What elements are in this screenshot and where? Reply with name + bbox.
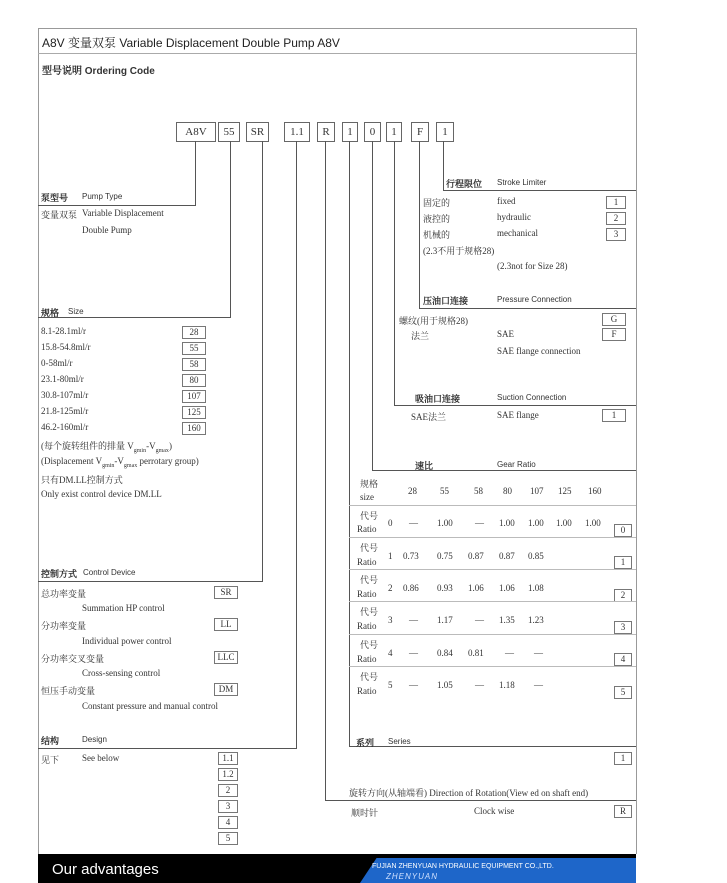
- control-item-en: Constant pressure and manual control: [82, 701, 218, 711]
- gear-value: —: [409, 680, 418, 690]
- gear-value: 1.06: [468, 583, 484, 593]
- pump-type-label-cn: 泵型号: [41, 193, 69, 203]
- connector-design-v: [296, 141, 297, 749]
- gear-row-code: 5: [388, 680, 393, 690]
- connector-stroke-v: [443, 141, 444, 191]
- gear-row-cn: 代号: [360, 511, 379, 521]
- connector-series-h: [349, 746, 636, 747]
- gear-row-en: Ratio: [357, 654, 377, 664]
- connector-suction-v: [394, 141, 395, 406]
- size-note2-en: Only exist control device DM.LL: [41, 489, 162, 499]
- stroke-note-en: (2.3not for Size 28): [497, 261, 568, 271]
- code-cell: 1: [436, 122, 454, 142]
- size-code: 55: [182, 342, 206, 355]
- stroke-label-en: Stroke Limiter: [497, 178, 547, 187]
- gear-value: 0.93: [437, 583, 453, 593]
- size-range: 46.2-160ml/r: [41, 422, 89, 432]
- control-item-cn: 分功率交叉变量: [41, 654, 105, 664]
- series-label-en: Series: [388, 737, 411, 746]
- code-cell: F: [411, 122, 429, 142]
- rotation-label: 旋转方向(从轴端看) Direction of Rotation(View ed on shaft end): [349, 788, 589, 798]
- design-desc-cn: 见下: [41, 755, 60, 765]
- code-cell: R: [317, 122, 335, 142]
- connector-pressure-v: [419, 141, 420, 309]
- control-code: SR: [214, 586, 238, 599]
- pressure-code: G: [602, 313, 626, 326]
- gear-row-en: Ratio: [357, 686, 377, 696]
- design-desc-en: See below: [82, 753, 120, 763]
- size-range: 30.8-107ml/r: [41, 390, 89, 400]
- size-range: 15.8-54.8ml/r: [41, 342, 91, 352]
- gear-value: 0.87: [499, 551, 515, 561]
- gear-value: 1.00: [585, 518, 601, 528]
- brand-name: ZHENYUAN: [386, 872, 439, 881]
- gear-row-divider: [349, 634, 636, 635]
- code-cell: 55: [218, 122, 240, 142]
- gear-row-cn: 代号: [360, 543, 379, 553]
- size-note-en: (Displacement $V_{gmin}-V_{gmax}$ perrotary group): [41, 456, 199, 469]
- gear-row-cn: 代号: [360, 672, 379, 682]
- suction-cn: SAE法兰: [411, 412, 447, 422]
- code-cell: 1: [386, 122, 402, 142]
- connector-control-h: [38, 581, 263, 582]
- pump-type-desc-en: Variable Displacement: [82, 208, 164, 218]
- gear-value: 0.85: [528, 551, 544, 561]
- control-code: LL: [214, 618, 238, 631]
- pressure-item-cn: 螺纹(用于规格28): [399, 316, 468, 326]
- gear-value: 1.08: [528, 583, 544, 593]
- gear-value: 0.86: [403, 583, 419, 593]
- gear-value: 1.35: [499, 615, 515, 625]
- rotation-code: R: [614, 805, 632, 818]
- rotation-en: Clock wise: [474, 806, 515, 816]
- stroke-label-cn: 行程限位: [446, 179, 483, 189]
- pump-type-label-en: Pump Type: [82, 192, 123, 201]
- gear-value: 1.18: [499, 680, 515, 690]
- gear-size: 58: [474, 486, 483, 496]
- control-item-cn: 恒压手动变量: [41, 686, 96, 696]
- pressure-label-en: Pressure Connection: [497, 295, 572, 304]
- pressure-item-cn: 法兰: [411, 331, 430, 341]
- gear-label-cn: 速比: [415, 461, 434, 471]
- control-item-en: Cross-sensing control: [82, 668, 161, 678]
- gear-row-en: Ratio: [357, 589, 377, 599]
- connector-rotation-v: [325, 141, 326, 801]
- pressure-code: F: [602, 328, 626, 341]
- pressure-item-en: SAE: [497, 329, 515, 339]
- design-label-cn: 结构: [41, 736, 60, 746]
- page-title: A8V 变量双泵 Variable Displacement Double Pump A8V: [42, 36, 340, 50]
- connector-stroke-h: [443, 190, 636, 191]
- size-code: 125: [182, 406, 206, 419]
- pump-type-desc-en2: Double Pump: [82, 225, 132, 235]
- gear-value: —: [409, 648, 418, 658]
- size-note-cn: (每个旋转组件的排量 $V_{gmin}-V_{gmax}$): [41, 441, 172, 454]
- gear-row-divider: [349, 666, 636, 667]
- gear-value: 1.00: [528, 518, 544, 528]
- control-code: LLC: [214, 651, 238, 664]
- control-item-en: Summation HP control: [82, 603, 165, 613]
- suction-label-cn: 吸油口连接: [415, 394, 461, 404]
- design-code: 2: [218, 784, 238, 797]
- gear-value: 1.23: [528, 615, 544, 625]
- gear-row-cn: 代号: [360, 607, 379, 617]
- gear-value: —: [534, 648, 543, 658]
- code-cell: 1: [342, 122, 358, 142]
- suction-en: SAE flange: [497, 410, 539, 420]
- stroke-item-en: fixed: [497, 196, 516, 206]
- size-label-en: Size: [68, 307, 84, 316]
- suction-code: 1: [602, 409, 626, 422]
- connector-gear-v: [372, 141, 373, 471]
- gear-value: 1.06: [499, 583, 515, 593]
- gear-size: 55: [440, 486, 449, 496]
- suction-label-en: Suction Connection: [497, 393, 567, 402]
- connector-suction-h: [394, 405, 636, 406]
- rotation-cn: 顺时针: [351, 808, 379, 818]
- frame-right: [636, 28, 637, 854]
- gear-value: —: [475, 680, 484, 690]
- design-code: 5: [218, 832, 238, 845]
- gear-value: 1.17: [437, 615, 453, 625]
- stroke-item-en: hydraulic: [497, 212, 531, 222]
- gear-code-box: 1: [614, 556, 632, 569]
- stroke-code: 1: [606, 196, 626, 209]
- stroke-item-cn: 液控的: [423, 214, 451, 224]
- gear-row-code: 0: [388, 518, 393, 528]
- gear-value: —: [505, 648, 514, 658]
- control-code: DM: [214, 683, 238, 696]
- gear-value: 1.00: [437, 518, 453, 528]
- control-item-en: Individual power control: [82, 636, 172, 646]
- advantages-heading: Our advantages: [52, 861, 159, 878]
- size-label-cn: 规格: [41, 308, 60, 318]
- company-name: FUJIAN ZHENYUAN HYDRAULIC EQUIPMENT CO.,LTD.: [372, 863, 554, 870]
- gear-row-en: Ratio: [357, 524, 377, 534]
- gear-row-code: 4: [388, 648, 393, 658]
- gear-row-divider: [349, 537, 636, 538]
- gear-code-box: 3: [614, 621, 632, 634]
- stroke-code: 2: [606, 212, 626, 225]
- design-code: 3: [218, 800, 238, 813]
- connector-series-v: [349, 141, 350, 747]
- connector-pressure-h: [419, 308, 636, 309]
- gear-size: 125: [558, 486, 572, 496]
- gear-row-code: 3: [388, 615, 393, 625]
- gear-label-en: Gear Ratio: [497, 460, 536, 469]
- code-cell: A8V: [176, 122, 216, 142]
- code-cell: 1.1: [284, 122, 310, 142]
- gear-row-divider: [349, 569, 636, 570]
- connector-size-v: [230, 141, 231, 318]
- size-code: 107: [182, 390, 206, 403]
- size-code: 80: [182, 374, 206, 387]
- connector-design-h: [38, 748, 297, 749]
- gear-value: —: [409, 615, 418, 625]
- size-code: 58: [182, 358, 206, 371]
- design-code: 1.1: [218, 752, 238, 765]
- gear-header-cn: 规格: [360, 479, 379, 489]
- ordering-code-title: 型号说明 Ordering Code: [42, 66, 155, 77]
- stroke-item-en: mechanical: [497, 228, 538, 238]
- gear-size: 80: [503, 486, 512, 496]
- gear-size: 28: [408, 486, 417, 496]
- gear-row-code: 1: [388, 551, 393, 561]
- gear-code-box: 0: [614, 524, 632, 537]
- connector-control-v: [262, 141, 263, 582]
- gear-row-divider: [349, 601, 636, 602]
- stroke-item-cn: 固定的: [423, 198, 451, 208]
- control-label-cn: 控制方式: [41, 569, 78, 579]
- gear-value: —: [475, 615, 484, 625]
- pressure-note-en: SAE flange connection: [497, 346, 581, 356]
- control-item-cn: 总功率变量: [41, 589, 87, 599]
- design-label-en: Design: [82, 735, 107, 744]
- gear-value: 0.84: [437, 648, 453, 658]
- design-code: 4: [218, 816, 238, 829]
- code-cell: SR: [246, 122, 269, 142]
- series-label-cn: 系列: [356, 738, 375, 748]
- size-note2-cn: 只有DM.LL控制方式: [41, 475, 123, 485]
- pump-type-desc-cn: 变量双泵: [41, 210, 78, 220]
- gear-value: 0.75: [437, 551, 453, 561]
- gear-value: —: [409, 518, 418, 528]
- gear-code-box: 2: [614, 589, 632, 602]
- frame-left: [38, 28, 39, 854]
- code-cell: 0: [364, 122, 381, 142]
- gear-code-box: 4: [614, 653, 632, 666]
- gear-value: —: [475, 518, 484, 528]
- footer-banner: [38, 854, 636, 883]
- gear-value: 1.00: [499, 518, 515, 528]
- gear-row-en: Ratio: [357, 557, 377, 567]
- control-item-cn: 分功率变量: [41, 621, 87, 631]
- gear-value: 1.00: [556, 518, 572, 528]
- series-code: 1: [614, 752, 632, 765]
- gear-row-cn: 代号: [360, 575, 379, 585]
- size-code: 28: [182, 326, 206, 339]
- gear-value: 0.73: [403, 551, 419, 561]
- gear-row-code: 2: [388, 583, 393, 593]
- size-range: 0-58ml/r: [41, 358, 73, 368]
- frame-top: [38, 28, 636, 29]
- size-range: 23.1-80ml/r: [41, 374, 84, 384]
- design-code: 1.2: [218, 768, 238, 781]
- pressure-label-cn: 压油口连接: [423, 296, 469, 306]
- gear-value: 1.05: [437, 680, 453, 690]
- gear-row-en: Ratio: [357, 621, 377, 631]
- gear-row-cn: 代号: [360, 640, 379, 650]
- size-range: 21.8-125ml/r: [41, 406, 89, 416]
- connector-pump-v: [195, 141, 196, 206]
- gear-row-divider: [349, 505, 636, 506]
- size-code: 160: [182, 422, 206, 435]
- title-divider: [38, 53, 636, 54]
- connector-gear-h: [372, 470, 636, 471]
- size-range: 8.1-28.1ml/r: [41, 326, 86, 336]
- gear-size: 160: [588, 486, 602, 496]
- connector-size-h: [38, 317, 231, 318]
- stroke-code: 3: [606, 228, 626, 241]
- gear-code-box: 5: [614, 686, 632, 699]
- connector-pump-h: [38, 205, 196, 206]
- gear-value: 0.81: [468, 648, 484, 658]
- gear-value: —: [534, 680, 543, 690]
- control-label-en: Control Device: [83, 568, 136, 577]
- gear-size: 107: [530, 486, 544, 496]
- connector-rotation-h: [325, 800, 636, 801]
- gear-value: 0.87: [468, 551, 484, 561]
- gear-header-en: size: [360, 492, 374, 502]
- stroke-note-cn: (2.3不用于规格28): [423, 246, 495, 256]
- stroke-item-cn: 机械的: [423, 230, 451, 240]
